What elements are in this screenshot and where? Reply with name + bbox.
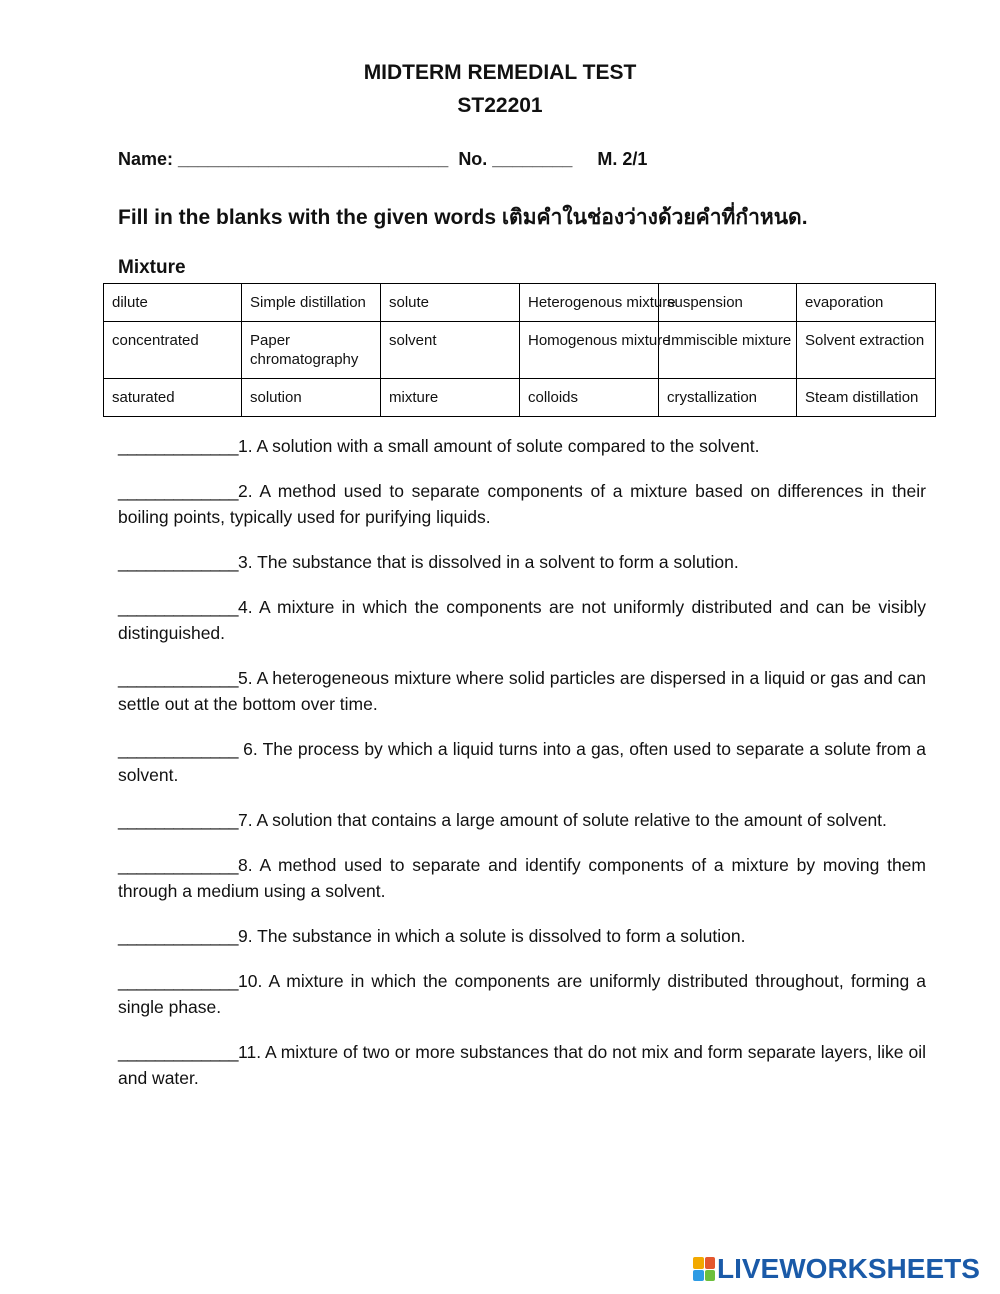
word-bank-cell: Solvent extraction [797,322,936,379]
question-text: 3. The substance that is dissolved in a solvent to form a solution. [238,552,739,572]
word-bank-table [103,283,936,417]
word-bank-cell: Immiscible mixture [659,322,797,379]
logo-mark-square [693,1270,704,1282]
word-bank-cell: saturated [104,379,242,417]
question-text: 6. The process by which a liquid turns into a gas, often used to separate a solute from a solvent. [118,739,926,785]
question-item [118,807,926,833]
instruction-text: Fill in the blanks with the given words เติมคำในช่องว่างด้วยคำที่กำหนด. [118,206,808,229]
question-text: 4. A mixture in which the components are not uniformly distributed and can be visibly distinguished. [118,597,926,643]
liveworksheets-logo[interactable] [693,1254,980,1284]
question-text: 2. A method used to separate components of a mixture based on differences in their boiling points, typically used for purifying liquids. [118,481,926,527]
question-text: 1. A solution with a small amount of solute compared to the solvent. [238,436,760,456]
word-bank-cell: solvent [381,322,520,379]
question-item [118,736,926,788]
question-text: 7. A solution that contains a large amount of solute relative to the amount of solvent. [238,810,887,830]
answer-blank[interactable]: _____________ [118,668,239,688]
word-bank-row [104,284,936,322]
word-bank-cell: Steam distillation [797,379,936,417]
answer-blank[interactable]: _____________ [118,552,239,572]
answer-blank[interactable]: _____________ [118,855,239,875]
answer-blank[interactable]: _____________ [118,926,239,946]
test-title: MIDTERM REMEDIAL TEST [363,61,637,84]
question-item [118,478,926,530]
question-list [118,433,926,1110]
word-bank-row [104,379,936,417]
answer-blank[interactable]: _____________ [118,971,239,991]
question-text: 8. A method used to separate and identify components of a mixture by moving them through a medium using a solvent. [118,855,926,901]
question-text: 9. The substance in which a solute is dissolved to form a solution. [238,926,746,946]
section-title: Mixture [118,257,186,278]
logo-mark-square [705,1270,716,1282]
word-bank-cell: Paper chromatography [242,322,381,379]
question-item [118,968,926,1020]
question-text: 11. A mixture of two or more substances that do not mix and form separate layers, like oil and water. [118,1042,926,1088]
course-code: ST22201 [457,94,543,117]
answer-blank[interactable]: _____________ [118,739,239,759]
question-item [118,433,926,459]
word-bank-cell: dilute [104,284,242,322]
logo-text: LIVEWORKSHEETS [717,1253,980,1284]
answer-blank[interactable]: _____________ [118,481,239,501]
answer-blank[interactable]: _____________ [118,436,239,456]
answer-blank[interactable]: _____________ [118,810,239,830]
word-bank-cell: suspension [659,284,797,322]
liveworksheets-logo-icon [693,1257,715,1281]
question-text: 5. A heterogeneous mixture where solid particles are dispersed in a liquid or gas and can settle out at the bottom over time. [118,668,926,714]
word-bank-cell: Simple distillation [242,284,381,322]
logo-mark-square [705,1257,716,1269]
word-bank-cell: Heterogenous mixture [520,284,659,322]
word-bank-row [104,322,936,379]
word-bank-cell: colloids [520,379,659,417]
word-bank-cell: concentrated [104,322,242,379]
word-bank-cell: evaporation [797,284,936,322]
word-bank-cell: solution [242,379,381,417]
word-bank-cell: solute [381,284,520,322]
question-item [118,852,926,904]
question-item [118,549,926,575]
question-item [118,1039,926,1091]
answer-blank[interactable]: _____________ [118,1042,239,1062]
word-bank-cell: mixture [381,379,520,417]
question-item [118,923,926,949]
question-text: 10. A mixture in which the components are uniformly distributed throughout, forming a single phase. [118,971,926,1017]
question-item [118,665,926,717]
question-item [118,594,926,646]
word-bank-cell: crystallization [659,379,797,417]
name-number-class-line: Name: ___________________________ No. ________ M. 2/1 [118,149,648,169]
logo-mark-square [693,1257,704,1269]
answer-blank[interactable]: _____________ [118,597,239,617]
word-bank-cell: Homogenous mixture [520,322,659,379]
